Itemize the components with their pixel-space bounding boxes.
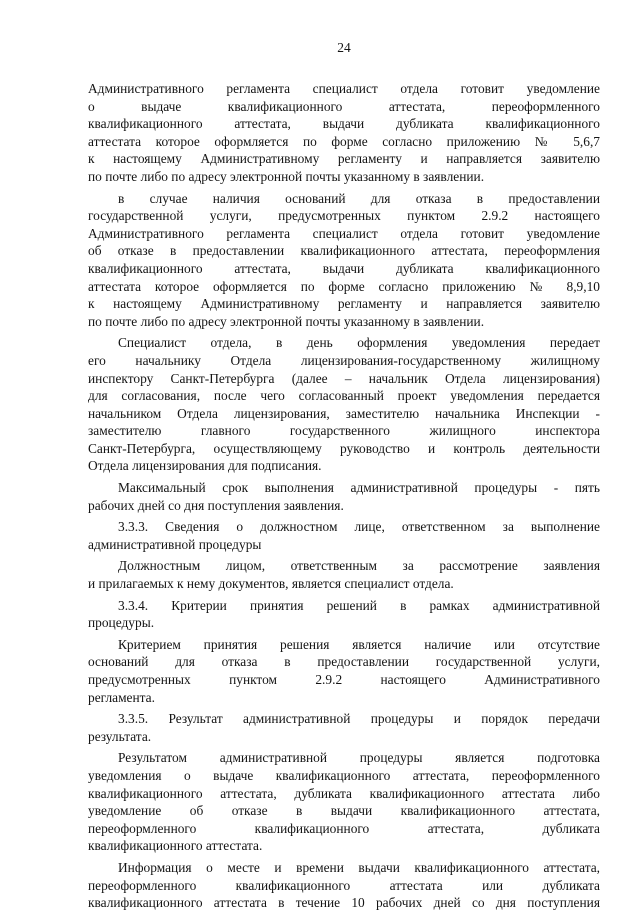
- paragraph: [88, 749, 600, 855]
- text-line: в случае наличия оснований для отказа в предоставлении: [118, 190, 600, 206]
- text-line: аттестата которое оформляется по форме согласно приложению № 8,9,10: [88, 278, 600, 294]
- text-line: 3.3.4. Критерии принятия решений в рамках административной: [118, 597, 600, 613]
- text-line: квалификационного аттестата, дубликата квалификационного аттестата либо: [88, 785, 600, 801]
- text-line: Специалист отдела, в день оформления уведомления передает: [118, 335, 600, 351]
- paragraph: [88, 334, 600, 475]
- text-line: по почте либо по адресу электронной почты указанному в заявлении.: [88, 313, 485, 329]
- paragraph: [88, 859, 600, 912]
- text-line: Административного регламента специалист отдела готовит уведомление: [88, 225, 600, 241]
- text-line: государственной услуги, предусмотренных пунктом 2.9.2 настоящего: [88, 208, 600, 224]
- text-line: о выдаче квалификационного аттестата, переоформленного: [88, 98, 600, 114]
- paragraph: [88, 636, 600, 706]
- text-line: квалификационного аттестата.: [88, 838, 263, 854]
- text-line: к настоящему Административному регламенту и направляется заявителю: [88, 296, 600, 312]
- text-line: квалификационного аттестата, выдачи дубликата квалификационного: [88, 260, 600, 276]
- paragraph: [88, 710, 600, 745]
- text-line: результата.: [88, 728, 152, 744]
- text-line: регламента.: [88, 689, 155, 705]
- text-line: рабочих дней со дня поступления заявления.: [88, 497, 344, 513]
- text-line: Отдела лицензирования для подписания.: [88, 458, 322, 474]
- text-line: по почте либо по адресу электронной почты указанному в заявлении.: [88, 168, 485, 184]
- text-line: квалификационного аттестата, выдачи дубликата квалификационного: [88, 116, 600, 132]
- text-line: административной процедуры: [88, 536, 262, 552]
- text-line: для согласования, после чего согласованный проект уведомления передается: [88, 388, 600, 404]
- text-line: 3.3.3. Сведения о должностном лице, ответственном за выполнение: [118, 519, 600, 535]
- text-line: инспектору Санкт-Петербурга (далее – начальник Отдела лицензирования): [88, 370, 600, 386]
- text-line: Административного регламента специалист отдела готовит уведомление: [88, 81, 600, 96]
- text-line: Максимальный срок выполнения административной процедуры - пять: [118, 480, 600, 496]
- text-line: Информация о месте и времени выдачи квалификационного аттестата,: [118, 859, 600, 875]
- text-line: переоформленного квалификационного аттестата или дубликата: [88, 877, 600, 893]
- text-line: процедуры.: [88, 615, 155, 631]
- text-line: переоформленного квалификационного аттестата, дубликата: [88, 820, 600, 836]
- text-line: 3.3.5. Результат административной процедуры и порядок передачи: [118, 711, 600, 727]
- paragraph: [88, 518, 600, 553]
- text-line: аттестата которое оформляется по форме согласно приложению № 5,6,7: [88, 133, 600, 149]
- paragraph: [88, 80, 600, 186]
- text-line: предусмотренных пунктом 2.9.2 настоящего Административного: [88, 672, 600, 687]
- text-line: к настоящему Административному регламенту и направляется заявителю: [88, 151, 600, 167]
- text-line: Санкт-Петербурга, осуществляющему руководство и контроль деятельности: [88, 440, 600, 456]
- page-number: 24: [337, 40, 351, 55]
- text-line: его начальнику Отдела лицензирования-государственному жилищному: [88, 352, 600, 368]
- text-line: Критерием принятия решения является наличие или отсутствие: [118, 636, 600, 652]
- text-line: начальником Отдела лицензирования, заместителю начальника Инспекции -: [88, 405, 600, 421]
- text-line: Результатом административной процедуры является подготовка: [118, 750, 600, 766]
- text-line: и прилагаемых к нему документов, является специалист отдела.: [88, 576, 454, 592]
- paragraph: [88, 557, 600, 592]
- paragraph: [88, 190, 600, 331]
- text-line: уведомление об отказе в выдачи квалификационного аттестата,: [88, 803, 600, 819]
- document-page: [88, 40, 600, 916]
- paragraph: [88, 479, 600, 514]
- document-body: [88, 80, 600, 912]
- paragraph: [88, 597, 600, 632]
- text-line: уведомления о выдаче квалификационного аттестата, переоформленного: [88, 767, 600, 783]
- text-line: об отказе в предоставлении квалификационного аттестата, переоформления: [88, 243, 600, 259]
- text-line: оснований для отказа в предоставлении государственной услуги,: [88, 654, 600, 670]
- text-line: квалификационного аттестата в течение 10 рабочих дней со дня поступления: [88, 895, 600, 911]
- text-line: заместителю главного государственного жилищного инспектора: [88, 423, 600, 439]
- text-line: Должностным лицом, ответственным за рассмотрение заявления: [118, 558, 600, 574]
